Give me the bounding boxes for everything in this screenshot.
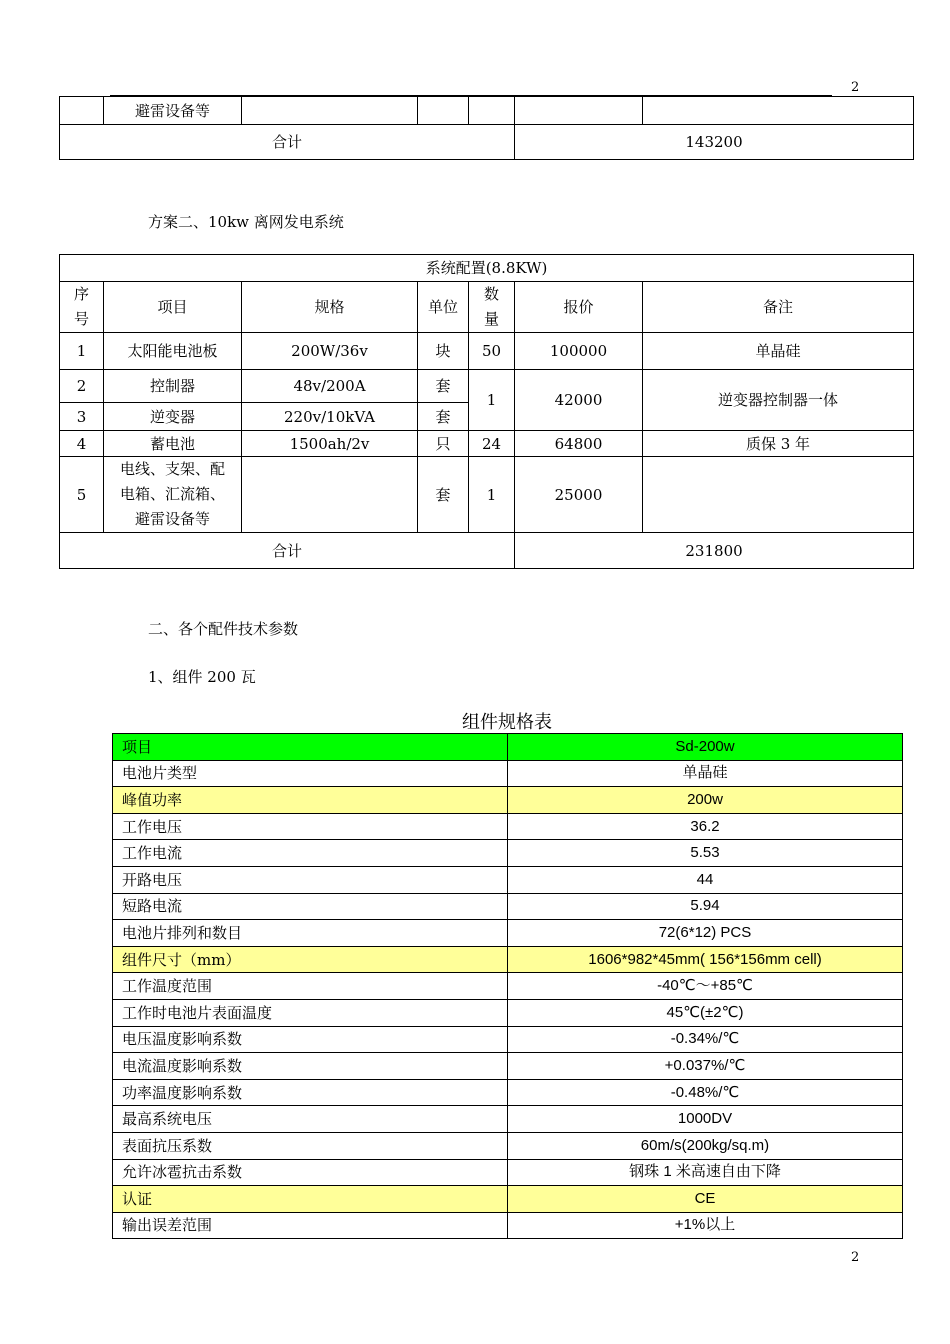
- spec-key: 短路电流: [113, 893, 508, 920]
- scheme2-heading: 方案二、10kw 离网发电系统: [148, 213, 344, 231]
- spec-row: [113, 787, 903, 814]
- spec-row: [113, 973, 903, 1000]
- header-spec: 规格: [242, 282, 418, 333]
- spec-value: 单晶硅: [508, 760, 903, 787]
- cell-item: 蓄电池: [104, 431, 242, 457]
- cell-note: 单晶硅: [643, 333, 914, 370]
- header-qty: 数量: [469, 282, 515, 333]
- cell-seq: 4: [60, 431, 104, 457]
- spec-row: [113, 1186, 903, 1213]
- spec-value: -40℃～+85℃: [508, 973, 903, 1000]
- total-label: 合计: [60, 533, 515, 569]
- spec-row: [113, 840, 903, 867]
- cell-qty: 50: [469, 333, 515, 370]
- spec-row: [113, 1132, 903, 1159]
- spec-key: 工作时电池片表面温度: [113, 999, 508, 1026]
- spec-value: 72(6*12) PCS: [508, 920, 903, 947]
- cell-seq: 3: [60, 403, 104, 431]
- cell-unit: 套: [418, 403, 469, 431]
- spec-row: [113, 734, 903, 761]
- spec-value: +1%以上: [508, 1212, 903, 1239]
- cell-unit: 只: [418, 431, 469, 457]
- spec-value: 36.2: [508, 813, 903, 840]
- cell-spec: [242, 457, 418, 533]
- spec-row: [113, 1079, 903, 1106]
- table-row: [60, 333, 914, 370]
- cell-qty: 24: [469, 431, 515, 457]
- spec-key: 工作温度范围: [113, 973, 508, 1000]
- spec-table: [112, 733, 903, 1239]
- spec-row: [113, 920, 903, 947]
- cell-item-line: 避雷设备等: [134, 510, 210, 528]
- spec-key: 电流温度影响系数: [113, 1053, 508, 1080]
- table-row: [60, 370, 914, 403]
- cell-item: 避雷设备等: [104, 97, 242, 125]
- spec-value: -0.34%/℃: [508, 1026, 903, 1053]
- header-seq: 序号: [60, 282, 104, 333]
- total-value: 143200: [515, 125, 914, 160]
- header-unit: 单位: [418, 282, 469, 333]
- spec-row: [113, 866, 903, 893]
- spec-key: 开路电压: [113, 866, 508, 893]
- cell-unit: 套: [418, 370, 469, 403]
- cell-price: 64800: [515, 431, 643, 457]
- spec-value: 60m/s(200kg/sq.m): [508, 1132, 903, 1159]
- cell-unit: 套: [418, 457, 469, 533]
- total-value: 231800: [515, 533, 914, 569]
- spec-value: 1000DV: [508, 1106, 903, 1133]
- spec-row: [113, 1159, 903, 1186]
- spec-row: [113, 1053, 903, 1080]
- cell-item-line: 电箱、汇流箱、: [119, 485, 225, 503]
- spec-row: [113, 1212, 903, 1239]
- cell-spec: 200W/36v: [242, 333, 418, 370]
- total-label: 合计: [60, 125, 515, 160]
- cell-spec: 1500ah/2v: [242, 431, 418, 457]
- header-note: 备注: [643, 282, 914, 333]
- cell-seq: 5: [60, 457, 104, 533]
- spec-value: -0.48%/℃: [508, 1079, 903, 1106]
- spec-value: 钢珠 1 米高速自由下降: [508, 1159, 903, 1186]
- spec-row: [113, 999, 903, 1026]
- table-header-row: [60, 282, 914, 333]
- spec-key: 认证: [113, 1186, 508, 1213]
- scheme1-table-continuation: [59, 96, 914, 160]
- spec-row: [113, 1026, 903, 1053]
- cell-qty: 1: [469, 457, 515, 533]
- cell-item: 控制器: [104, 370, 242, 403]
- header-price: 报价: [515, 282, 643, 333]
- cell-price: 42000: [515, 370, 643, 431]
- spec-key: 功率温度影响系数: [113, 1079, 508, 1106]
- cell-spec: 48v/200A: [242, 370, 418, 403]
- table-total-row: [60, 533, 914, 569]
- cell-unit: 块: [418, 333, 469, 370]
- spec-value: 44: [508, 866, 903, 893]
- spec-key: 允许冰雹抗击系数: [113, 1159, 508, 1186]
- footer-page-number: 2: [851, 1250, 860, 1265]
- spec-key: 最高系统电压: [113, 1106, 508, 1133]
- header-item: 项目: [104, 282, 242, 333]
- spec-value: 5.53: [508, 840, 903, 867]
- spec-value: 45℃(±2℃): [508, 999, 903, 1026]
- spec-key: 工作电流: [113, 840, 508, 867]
- spec-value: +0.037%/℃: [508, 1053, 903, 1080]
- cell-qty: 1: [469, 370, 515, 431]
- spec-key: 电池片类型: [113, 760, 508, 787]
- spec-value: 200w: [508, 787, 903, 814]
- spec-key: 表面抗压系数: [113, 1132, 508, 1159]
- table-total-row: [60, 125, 914, 160]
- section2-subheading: 1、组件 200 瓦: [148, 668, 256, 686]
- cell-price: 25000: [515, 457, 643, 533]
- cell-note: [643, 457, 914, 533]
- spec-row: [113, 893, 903, 920]
- spec-key: 电压温度影响系数: [113, 1026, 508, 1053]
- table-row: [60, 431, 914, 457]
- spec-key: 组件尺寸（mm）: [113, 946, 508, 973]
- table-row: [60, 457, 914, 533]
- cell-item: 逆变器: [104, 403, 242, 431]
- cell-item-line: 电线、支架、配: [119, 460, 225, 478]
- cell-price: 100000: [515, 333, 643, 370]
- cell-seq: 2: [60, 370, 104, 403]
- spec-value: 1606*982*45mm( 156*156mm cell): [508, 946, 903, 973]
- spec-key: 工作电压: [113, 813, 508, 840]
- spec-value: 5.94: [508, 893, 903, 920]
- spec-table-title: 组件规格表: [462, 712, 552, 733]
- spec-key: 项目: [113, 734, 508, 761]
- spec-value: Sd-200w: [508, 734, 903, 761]
- spec-key: 输出误差范围: [113, 1212, 508, 1239]
- section2-heading: 二、各个配件技术参数: [148, 620, 299, 638]
- spec-key: 电池片排列和数目: [113, 920, 508, 947]
- cell-spec: 220v/10kVA: [242, 403, 418, 431]
- spec-row: [113, 1106, 903, 1133]
- table-caption: 系统配置(8.8KW): [60, 255, 914, 282]
- spec-value: CE: [508, 1186, 903, 1213]
- spec-row: [113, 946, 903, 973]
- cell-item: 太阳能电池板: [104, 333, 242, 370]
- spec-row: [113, 760, 903, 787]
- cell-item: [104, 457, 242, 533]
- spec-key: 峰值功率: [113, 787, 508, 814]
- spec-row: [113, 813, 903, 840]
- table-row: [60, 97, 914, 125]
- cell-note: 质保 3 年: [643, 431, 914, 457]
- scheme2-table: [59, 254, 914, 569]
- cell-seq: 1: [60, 333, 104, 370]
- cell-note: 逆变器控制器一体: [643, 370, 914, 431]
- header-page-number: 2: [851, 80, 860, 95]
